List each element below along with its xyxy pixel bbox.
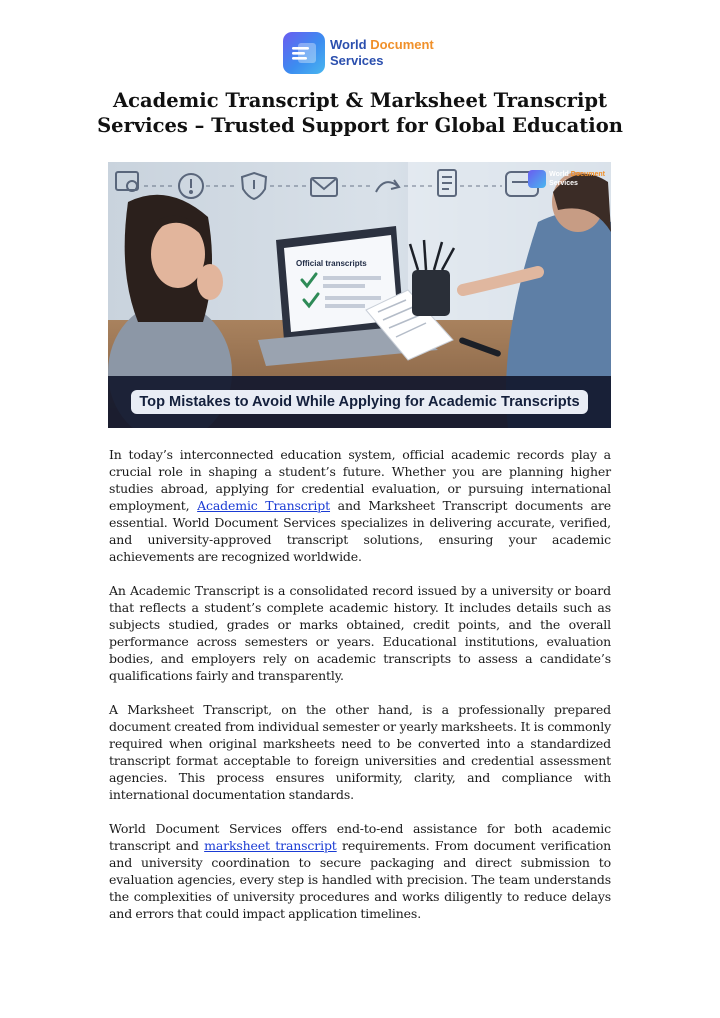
paragraph-academic-transcript: An Academic Transcript is a consolidated record issued by a university or board that reflects a student’s complete academic history. It includes details such as subjects studied, grades or marks obtained, credit points, and the overall performance across semesters or years. Educational institutions, evaluation bodies, and employers rely on academic transcripts to assess a candidate’s qualifications fairly and transparently. [109, 583, 611, 683]
hero-screen-title: Official transcripts [296, 259, 367, 268]
paragraph-marksheet-transcript: A Marksheet Transcript, on the other hand, is a professionally prepared document created from individual semester or yearly marksheets. It is commonly required when original marksheets need to be converted into a standardized transcript format acceptable to foreign universities and credential assessment agencies. This process ensures uniformity, clarity, and compliance with international documentation standards. [109, 702, 611, 802]
paragraph-services-text-end: requirements. From document verification and university coordination to secure packaging and direct submission to evaluation agencies, every step is handled with precision. The team understands the complexities of university procedures and works diligently to reduce delays and errors that could impact application timelines. [109, 838, 612, 921]
hero-banner [108, 376, 611, 428]
hero-logo-word2: Document [570, 171, 605, 178]
document-lines-icon [283, 32, 325, 74]
paragraph-intro-text-start: In today’s interconnected education system, official academic records play a crucial role in shaping a student’s future. Whether you are planning higher studies abroad, applying for credential evaluation, or pursuing international employment, [109, 447, 611, 513]
company-logo [283, 32, 434, 74]
hero-logo-word1: World [549, 171, 571, 178]
hero-logo-word3: Services [549, 180, 578, 187]
hero-logo [528, 170, 605, 188]
logo-wordmark [330, 37, 434, 69]
article-body [109, 446, 611, 939]
logo-word-services: Services [330, 53, 384, 68]
paragraph-intro [109, 446, 611, 565]
academic-transcript-link[interactable]: Academic Transcript [197, 498, 331, 513]
paragraph-intro-text-end: and Marksheet Transcript documents are essential. World Document Services specializes in delivering accurate, verified, and university-approved transcript solutions, ensuring your academic achievements are recognized worldwide. [109, 498, 612, 564]
logo-word-world: World [330, 37, 371, 52]
paragraph-services-text-start: World Document Services offers end-to-end assistance for both academic transcript and [109, 821, 611, 853]
hero-logo-mark-icon [528, 170, 546, 188]
marksheet-transcript-link[interactable]: marksheet transcript [204, 838, 337, 853]
hero-image [108, 162, 611, 428]
page-title: Academic Transcript & Marksheet Transcript Services – Trusted Support for Global Education [97, 89, 623, 137]
logo-word-document: Document [370, 37, 434, 52]
paragraph-services [109, 820, 611, 922]
hero-banner-text: Top Mistakes to Avoid While Applying for Academic Transcripts [131, 390, 587, 414]
